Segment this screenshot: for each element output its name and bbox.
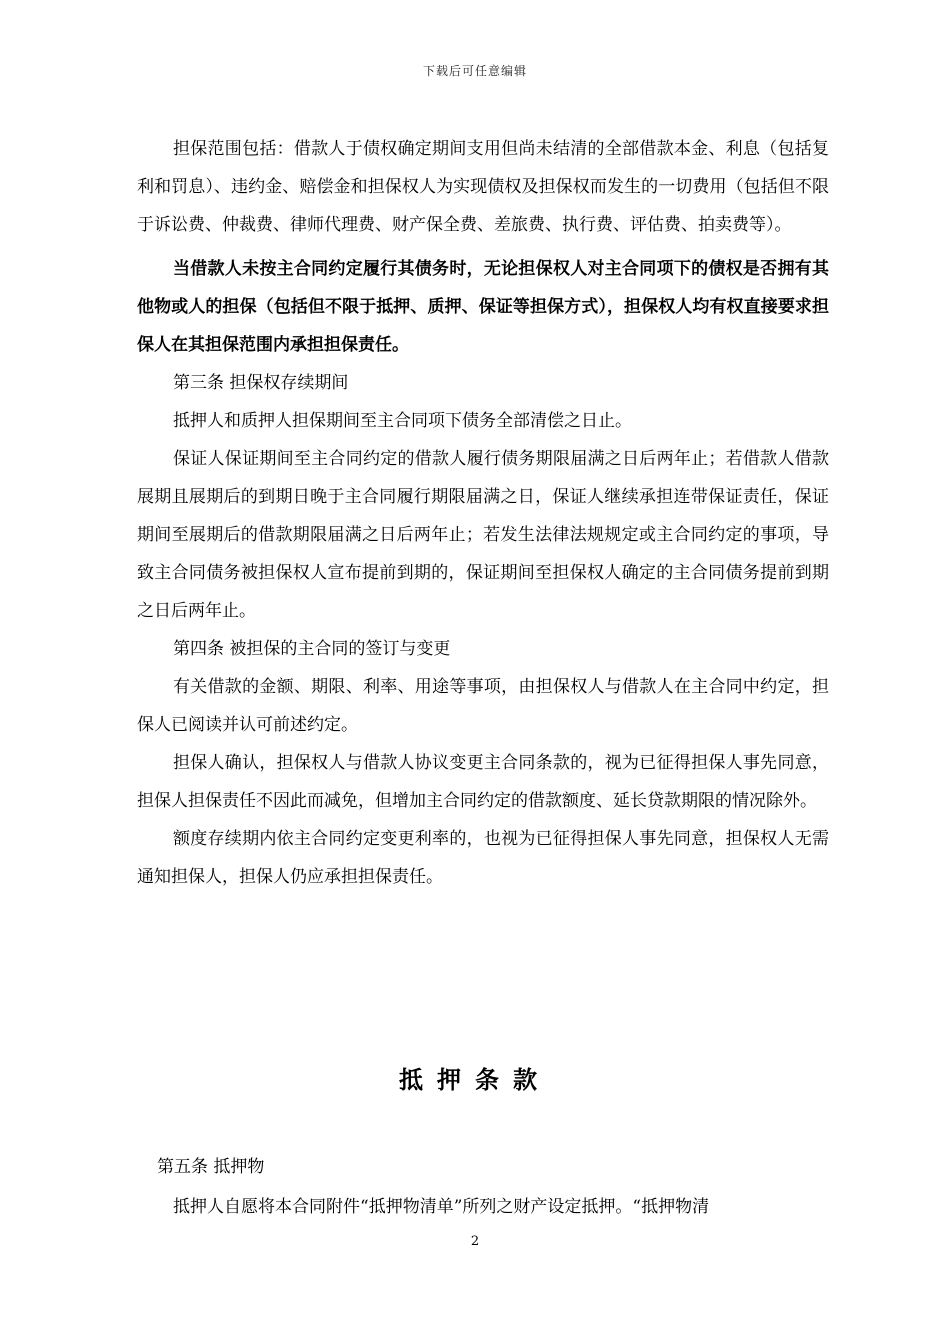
paragraph-surety-period: 保证人保证期间至主合同约定的借款人履行债务期限届满之日后两年止；若借款人借款展期且展期后的到期日晚于主合同履行期限届满之日，保证人继续承担连带保证责任，保证期间至展期后的借款期限届满之日后两年止；若发生法律法规规定或主合同约定的事项，导致主合同债务被担保权人宣布提前到期的，保证期间至担保权人确定的主合同债务提前到期之日后两年止。 (137, 449, 829, 621)
section-title: 抵押条款 (399, 1065, 551, 1094)
paragraph-rate-change: 额度存续期内依主合同约定变更利率的，也视为已征得担保人事先同意，担保权人无需通知担保人，担保人仍应承担担保责任。 (137, 829, 829, 887)
page-number: 2 (470, 1234, 480, 1249)
document-body (137, 130, 829, 896)
paragraph-loan-terms: 有关借款的金额、期限、利率、用途等事项，由担保权人与借款人在主合同中约定，担保人已阅读并认可前述约定。 (137, 677, 829, 735)
paragraph-pledge-period: 抵押人和质押人担保期间至主合同项下债务全部清偿之日止。 (173, 411, 632, 431)
article-5-body: 抵押人自愿将本合同附件“抵押物清单”所列之财产设定抵押。“抵押物清 (173, 1197, 710, 1217)
paragraph-contract-change: 担保人确认，担保权人与借款人协议变更主合同条款的，视为已征得担保人事先同意，担保人担保责任不因此而减免，但增加主合同约定的借款额度、延长贷款期限的情况除外。 (137, 753, 829, 811)
article-3-heading: 第三条 担保权存续期间 (173, 373, 349, 393)
page-header: 下载后可任意编辑 (422, 64, 527, 78)
paragraph-direct-liability: 当借款人未按主合同约定履行其债务时，无论担保权人对主合同项下的债权是否拥有其他物或人的担保（包括但不限于抵押、质押、保证等担保方式），担保权人均有权直接要求担保人在其担保范围内承担担保责任。 (137, 259, 829, 355)
article-5-heading: 第五条 抵押物 (157, 1157, 265, 1177)
article-4-heading: 第四条 被担保的主合同的签订与变更 (173, 639, 451, 659)
paragraph-guarantee-scope: 担保范围包括：借款人于债权确定期间支用但尚未结清的全部借款本金、利息（包括复利和罚息）、违约金、赔偿金和担保权人为实现债权及担保权而发生的一切费用（包括但不限于诉讼费、仲裁费、律师代理费、财产保全费、差旅费、执行费、评估费、拍卖费等）。 (137, 139, 829, 235)
